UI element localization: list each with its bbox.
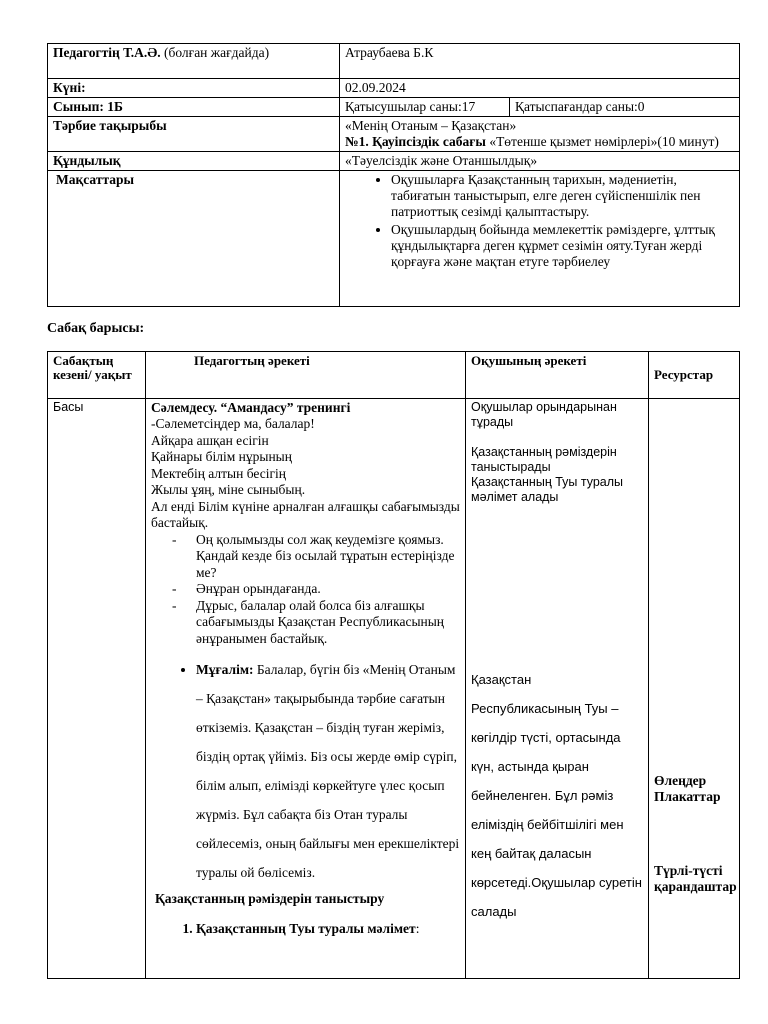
value-value: «Тәуелсіздік және Отаншылдық» [340, 152, 740, 171]
resource-item: Түрлі-түсті қарандаштар [654, 863, 737, 894]
goal-item: • Оқушылардың бойында мемлекеттік рәміздерге, ұлттық құндылықтарға деген құрмет сезімін ояту.Туған жерді қорғауға және мақтан етуге тәрбиелеу [391, 222, 734, 270]
resources-cell [649, 399, 740, 979]
greeting-line: Айқара ашқан есігін [151, 432, 269, 448]
flag-item: 1. Қазақстанның Туы туралы мәлімет: [196, 921, 460, 937]
goals-label: Мақсаттары [48, 171, 340, 307]
teacher-value: Атраубаева Б.К [340, 44, 740, 79]
student-flag-text: Қазақстан Республикасының Туы – көгілдір түсті, ортасында күн, астында қыран бейнеленген. Бұл рәміз еліміздің бейбітшілігі мен кең байтақ даласын көрсетеді.Оқушылар суретін салады [471, 672, 642, 919]
goals-list [340, 171, 740, 307]
stage-cell: Басы [48, 399, 146, 979]
dash-item: - Дұрыс, балалар олай болса біз алғашқы сабағымызды Қазақстан Республикасының әнұранымен бастайық. [196, 598, 460, 648]
symbols-title: Қазақстанның рәміздерін таныстыру [155, 891, 385, 906]
absent-count: Қатыспағандар саны:0 [510, 98, 740, 117]
greeting-title: Сәлемдесу. “Амандасу” тренингі [151, 400, 351, 415]
teacher-speech: • Мұғалім: Балалар, бүгін біз «Менің Отаным – Қазақстан» тақырыбында тәрбие сағатын өткіземіз. Қазақстан – біздің туған жеріміз, біздің ортақ үйіміз. Біз осы жерде өмір сүріп, білім алып, елімізді көркейтуге үлес қосып жүрміз. Бұл сабақта біз Отан туралы сөйлесеміз, оның байлығы мен ерекшеліктері туралы ой бөлісеміз. [196, 655, 460, 887]
teacher-header: Педагогтың әрекеті [146, 352, 466, 399]
dash-item: - Оң қолымызды сол жақ кеудемізге қоямыз. Қандай кезде біз осылай тұратын естеріңізде ме? [196, 532, 460, 582]
student-activity-cell [466, 399, 649, 979]
lesson-progress-table [47, 351, 740, 979]
date-label: Күні: [48, 79, 340, 98]
goal-item: • Оқушыларға Қазақстанның тарихын, мәдениетін, табиғатын таныстырып, елге деген сүйіспеншілік пен патриоттық сезімді қалыптастыру. [391, 172, 734, 220]
resource-item: Өлеңдер Плакаттар [654, 773, 721, 804]
greeting-line: Жылы ұяң, міне сыныбың. [151, 482, 306, 497]
teacher-activity-cell [146, 399, 466, 979]
greeting-line: -Сәлеметсіңдер ма, балалар! [151, 416, 315, 431]
stage-header: Сабақтың кезені/ уақыт [48, 352, 146, 399]
greeting-line: Мектебің алтын бесігің [151, 465, 286, 481]
student-line: Қазақстанның рәміздерін таныстырады [471, 445, 617, 474]
value-label: Құндылық [48, 152, 340, 171]
student-line: Оқушылар орындарынан тұрады [471, 400, 617, 429]
resources-header: Ресурстар [649, 352, 740, 399]
class-label: Сынып: 1Б [48, 98, 340, 117]
topic-value: «Менің Отаным – Қазақстан» №1. Қауіпсіздік сабағы «Төтенше қызмет нөмірлері»(10 минут) [340, 117, 740, 152]
date-value: 02.09.2024 [340, 79, 740, 98]
greeting-line: Ал енді Білім күніне арналған алғашқы сабағымызды бастайық. [151, 498, 460, 530]
student-header: Оқушының әрекеті [466, 352, 649, 399]
greeting-line: Қайнары білім нұрының [151, 449, 292, 464]
progress-title: Сабақ барысы: [47, 321, 145, 336]
topic-label: Тәрбие тақырыбы [48, 117, 340, 152]
present-count: Қатысушылар саны:17 [340, 98, 510, 117]
student-line: Қазақстанның Туы туралы мәлімет алады [471, 475, 623, 504]
teacher-label: Педагогтің Т.А.Ә. (болған жағдайда) [48, 44, 340, 79]
dash-item: - Әнұран орындағанда. [196, 581, 460, 598]
lesson-info-table [47, 43, 740, 307]
